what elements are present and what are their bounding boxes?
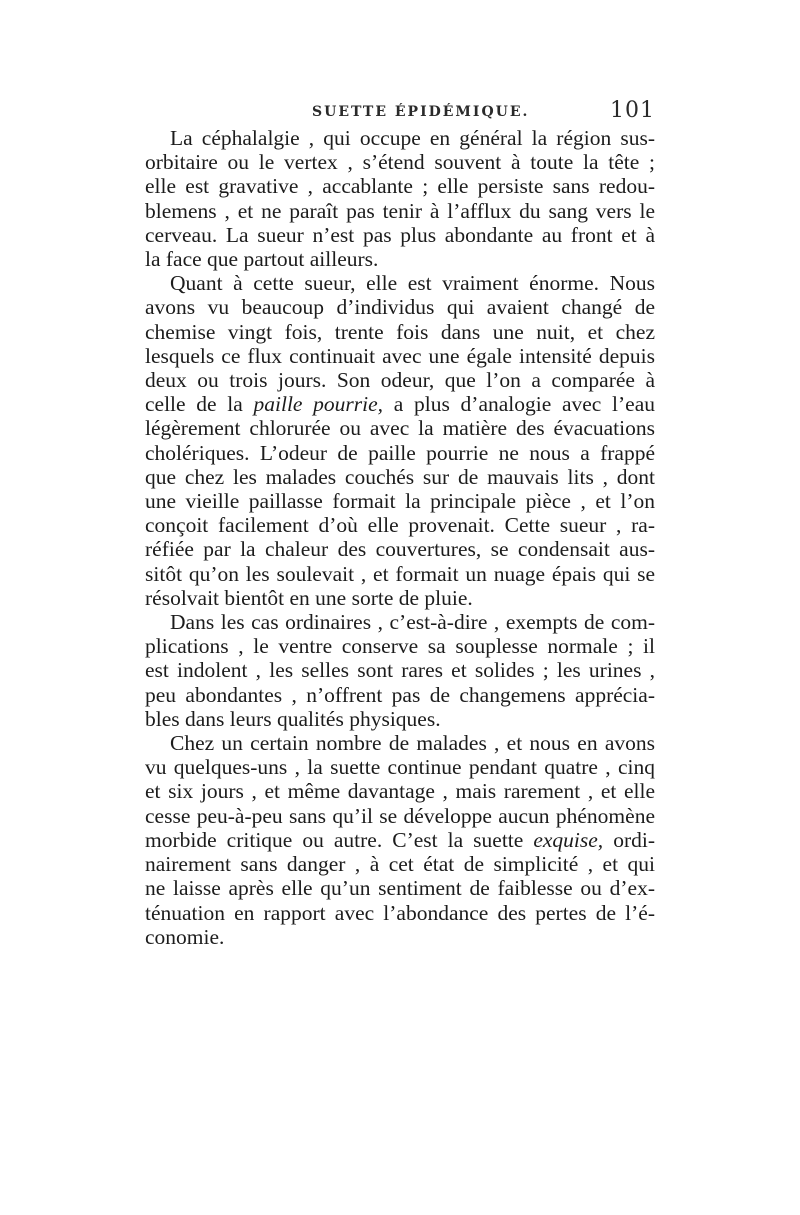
text-line: sitôt qu’on les soulevait , et formait un nuage épais qui se xyxy=(145,561,655,586)
text-line: une vieille paillasse formait la principale pièce , et l’on xyxy=(145,489,655,514)
text-line: chemise vingt fois, trente fois dans une nuit, et chez xyxy=(145,319,655,344)
italic-phrase: exquise, xyxy=(533,827,604,852)
text-line: conçoit facilement d’où elle provenait. Cette sueur , ra- xyxy=(145,513,655,538)
text-segment: morbide critique ou autre. C’est la suette xyxy=(145,827,524,852)
text-line: La céphalalgie , qui occupe en général la région sus- xyxy=(170,126,655,150)
text-line: est indolent , les selles sont rares et solides ; les urines , xyxy=(145,658,655,683)
italic-phrase: paille pourrie, xyxy=(253,392,384,417)
text-line: réfiée par la chaleur des couvertures, se condensait aus- xyxy=(145,537,655,562)
text-line: elle est gravative , accablante ; elle persiste sans redou- xyxy=(145,174,655,199)
text-line: Quant à cette sueur, elle est vraiment énorme. Nous xyxy=(170,271,655,296)
text-line: Dans les cas ordinaires , c’est-à-dire , exempts de com- xyxy=(170,610,655,635)
text-line: légèrement chlorurée ou avec la matière des évacuations xyxy=(145,416,655,441)
text-line: deux ou trois jours. Son odeur, que l’on a comparée à xyxy=(145,368,655,393)
text-line: ténuation en rapport avec l’abondance des pertes de l’é- xyxy=(145,900,655,925)
text-line: cholériques. L’odeur de paille pourrie ne nous a frappé xyxy=(145,440,655,465)
text-line: avons vu beaucoup d’individus qui avaient changé de xyxy=(145,295,655,320)
text-line: ne laisse après elle qu’un sentiment de faiblesse ou d’ex- xyxy=(145,876,655,901)
paragraph-end-line: conomie. xyxy=(145,924,225,949)
text-line: orbitaire ou le vertex , s’étend souvent à toute la tête ; xyxy=(145,150,655,175)
text-line: lesquels ce flux continuait avec une égale intensité depuis xyxy=(145,343,655,368)
paragraph-end-line: bles dans leurs qualités physiques. xyxy=(145,706,441,731)
text-line-with-italic xyxy=(145,828,655,852)
paragraph-end-line: résolvait bientôt en une sorte de pluie. xyxy=(145,585,473,610)
text-line: Chez un certain nombre de malades , et nous en avons xyxy=(170,731,655,756)
text-line: et six jours , et même davantage , mais rarement , et elle xyxy=(145,779,655,804)
text-line-with-italic xyxy=(145,392,655,416)
paragraph-end-line: la face que partout ailleurs. xyxy=(145,247,379,272)
text-line: vu quelques-uns , la suette continue pendant quatre , cinq xyxy=(145,755,655,780)
text-segment: ordi- xyxy=(613,827,656,852)
running-title: SUETTE ÉPIDÉMIQUE. xyxy=(312,104,530,120)
text-segment: celle de la xyxy=(145,392,243,417)
text-line: que chez les malades couchés sur de mauvais lits , dont xyxy=(145,464,655,489)
text-line: plications , le ventre conserve sa souplesse normale ; il xyxy=(145,634,655,659)
text-line: blemens , et ne paraît pas tenir à l’afflux du sang vers le xyxy=(145,198,655,223)
text-line: nairement sans danger , à cet état de simplicité , et qui xyxy=(145,852,655,877)
body-text xyxy=(145,126,655,949)
text-line: cesse peu-à-peu sans qu’il se développe aucun phénomène xyxy=(145,803,655,828)
page-number: 101 xyxy=(610,98,655,123)
text-line: cerveau. La sueur n’est pas plus abondante au front et à xyxy=(145,222,655,247)
text-segment: a plus d’analogie avec l’eau xyxy=(393,392,656,417)
running-head xyxy=(145,98,655,128)
text-line: peu abondantes , n’offrent pas de changemens apprécia- xyxy=(145,682,655,707)
